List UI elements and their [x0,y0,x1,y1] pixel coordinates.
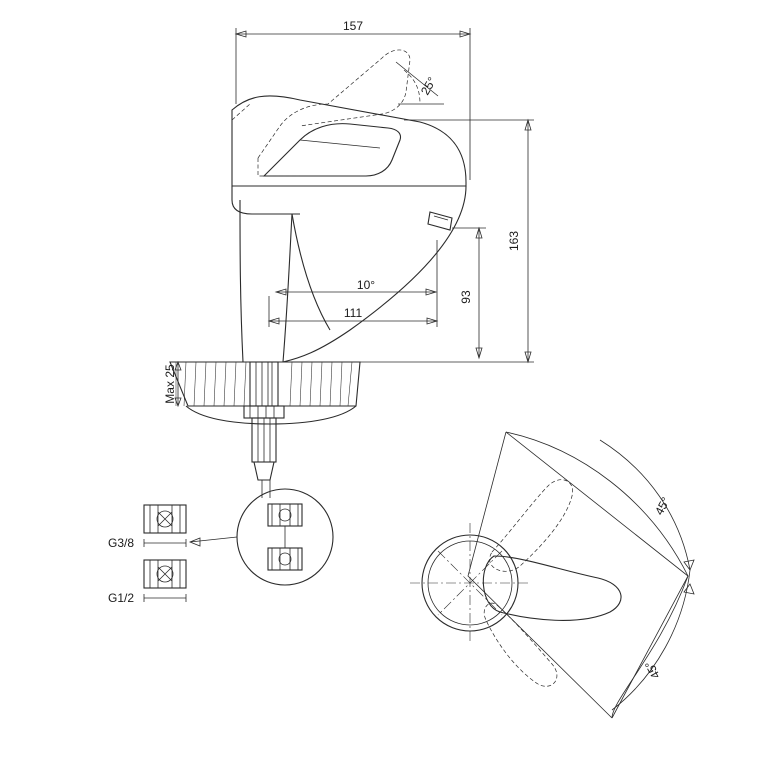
dim-value-111: 111 [343,306,363,320]
dimension-spout-reach [236,19,470,180]
supply-hose-stubs [262,480,270,498]
angle-lever-down [276,278,436,295]
fitting-callout-g12 [108,560,186,605]
side-elevation-view [170,50,466,498]
angle-value-25: 25° [417,74,440,98]
connection-detail-view [237,489,333,585]
dim-value-93: 93 [459,290,473,304]
label-thread-lower: G1/2 [107,591,134,605]
detail-connector-lower [268,548,302,570]
mounting-deck-section [170,362,360,424]
fitting-callout-g38 [108,505,186,550]
dimension-max-thickness [163,362,181,406]
detail-connector-upper [268,504,302,526]
angle-lever-up [396,62,444,104]
lever-handle-raised-phantom [232,50,410,176]
dim-value-163: 163 [507,230,521,252]
aerator-outlet [428,212,452,230]
dim-value-max25: Max 25 [163,364,177,404]
label-thread-upper: G3/8 [107,536,134,550]
threaded-shank [244,362,284,480]
top-plan-view [410,432,694,718]
tap-body-outline [232,96,466,362]
dimension-projection [269,240,437,327]
dimension-spout-height [452,228,486,358]
detail-leader-line [190,537,237,546]
angle-value-swivel-right: 45° [642,658,663,682]
lever-handle-solid [264,124,401,176]
angle-value-10: 10° [356,278,376,292]
angle-value-swivel-left: 45° [652,494,673,518]
dimension-total-height [360,120,534,362]
dim-value-157: 157 [342,19,364,33]
